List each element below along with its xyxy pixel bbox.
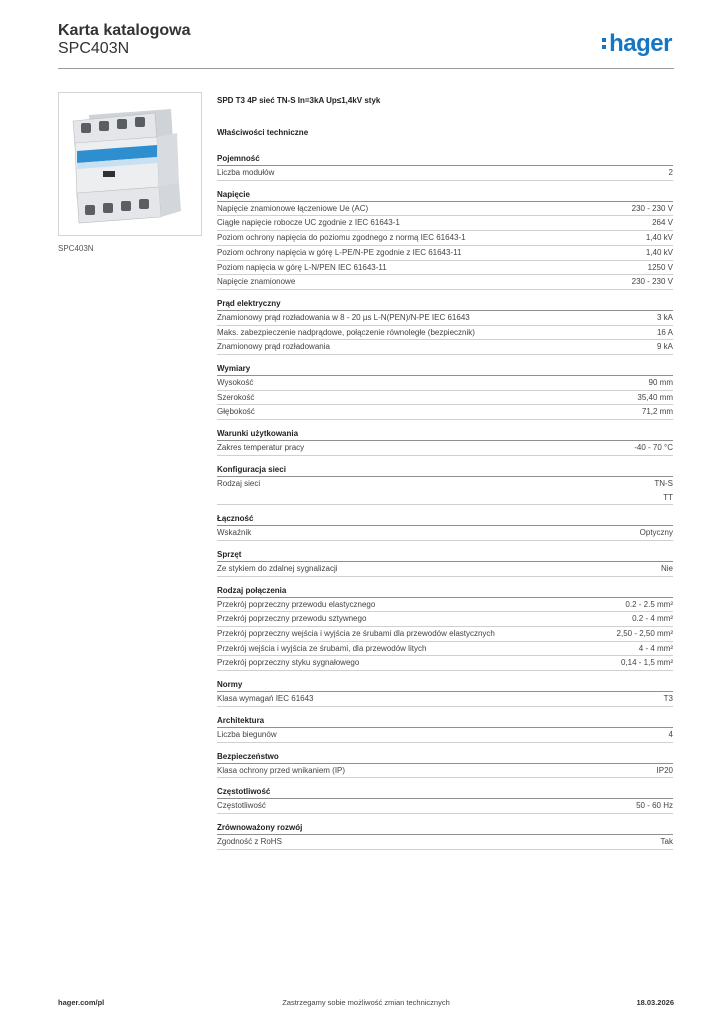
property-section: [217, 512, 673, 541]
section-title: Częstotliwość: [217, 785, 673, 799]
product-image: [58, 92, 202, 236]
property-label: Przekrój wejścia i wyjścia ze śrubami, dla przewodów litych: [217, 643, 427, 653]
property-label: Szerokość: [217, 392, 255, 402]
property-row: [217, 275, 673, 290]
property-value: 1,40 kV: [645, 247, 673, 257]
property-label: Znamionowy prąd rozładowania: [217, 342, 330, 352]
property-value: -40 - 70 °C: [634, 443, 673, 453]
property-value: 0.2 - 2.5 mm²: [625, 599, 673, 609]
section-title: Rodzaj połączenia: [217, 584, 673, 598]
property-row: [217, 166, 673, 181]
property-row: [217, 728, 673, 743]
section-title: Architektura: [217, 714, 673, 728]
property-value: Tak: [660, 836, 673, 846]
property-label: Przekrój poprzeczny styku sygnałowego: [217, 658, 360, 668]
property-value: 9 kA: [656, 342, 673, 352]
property-value: 35,40 mm: [637, 392, 673, 402]
product-code: SPC403N: [58, 40, 130, 57]
surge-protector-device-icon: [59, 93, 202, 236]
property-section: [217, 584, 673, 672]
property-value: Optyczny: [639, 528, 673, 538]
property-value: 1250 V: [647, 262, 673, 272]
property-section: [217, 548, 673, 577]
property-label: Ze stykiem do zdalnej sygnalizacji: [217, 563, 338, 573]
property-label: Maks. zabezpieczenie nadprądowe, połączenie równoległe (bezpiecznik): [217, 327, 475, 337]
property-row: [217, 692, 673, 707]
property-row: [217, 340, 673, 355]
property-row: [217, 231, 673, 246]
property-row: [217, 246, 673, 261]
property-label: Przekrój poprzeczny przewodu elastycznego: [217, 599, 376, 609]
property-row: [217, 405, 673, 420]
section-title: Sprzęt: [217, 548, 673, 562]
property-row: [217, 642, 673, 657]
hager-logo: [602, 30, 672, 58]
property-label: Przekrój poprzeczny przewodu sztywnego: [217, 614, 367, 624]
property-section: [217, 427, 673, 456]
property-value: 50 - 60 Hz: [636, 801, 673, 811]
section-title: Napięcie: [217, 188, 673, 202]
section-title: Bezpieczeństwo: [217, 750, 673, 764]
property-label: Częstotliwość: [217, 801, 266, 811]
property-label: Ciągłe napięcie robocze UC zgodnie z IEC 61643-1: [217, 218, 400, 228]
section-title: Prąd elektryczny: [217, 297, 673, 311]
property-section: [217, 714, 673, 743]
property-label: Poziom ochrony napięcia do poziomu zgodnego z normą IEC 61643-1: [217, 233, 466, 243]
footer-notice: Zastrzegamy sobie możliwość zmian technicznych: [282, 998, 450, 1007]
property-section: [217, 297, 673, 355]
logo-text: hager: [609, 30, 672, 57]
property-section: [217, 463, 673, 505]
property-value: 264 V: [652, 218, 673, 228]
property-value: T3: [663, 694, 673, 704]
section-title: Konfiguracja sieci: [217, 463, 673, 477]
property-row: [217, 376, 673, 391]
properties-heading: Właściwości techniczne: [217, 128, 309, 137]
property-label: Napięcie znamionowe łączeniowe Ue (AC): [217, 203, 369, 213]
property-value: 0,14 - 1,5 mm²: [620, 658, 673, 668]
section-title: Łączność: [217, 512, 673, 526]
property-label: Rodzaj sieci: [217, 478, 261, 488]
property-row: [217, 216, 673, 231]
product-description: SPD T3 4P sieć TN-S In=3kA Up≤1,4kV styk: [217, 96, 381, 105]
property-row: [217, 261, 673, 276]
property-value: 230 - 230 V: [631, 203, 673, 213]
property-value: 71,2 mm: [641, 407, 673, 417]
property-value: 2,50 - 2,50 mm²: [616, 629, 673, 639]
property-row: [217, 598, 673, 613]
image-caption: SPC403N: [58, 244, 94, 253]
property-row: [217, 799, 673, 814]
section-title: Wymiary: [217, 362, 673, 376]
property-label: Wskaźnik: [217, 528, 252, 538]
properties-sections: [217, 152, 673, 850]
property-section: [217, 362, 673, 420]
property-label: Klasa wymagań IEC 61643: [217, 694, 314, 704]
property-value: IP20: [656, 765, 673, 775]
property-value: 0.2 - 4 mm²: [632, 614, 673, 624]
property-row: [217, 656, 673, 671]
property-row: [217, 526, 673, 541]
property-value: 4: [668, 729, 673, 739]
property-row: [217, 326, 673, 341]
footer-date: 18.03.2026: [636, 998, 674, 1007]
property-label: Znamionowy prąd rozładowania w 8 - 20 µs L-N(PEN)/N-PE IEC 61643: [217, 312, 470, 322]
property-row: [217, 764, 673, 779]
property-value: 90 mm: [648, 378, 673, 388]
property-section: [217, 821, 673, 850]
property-value: 4 - 4 mm²: [638, 643, 673, 653]
property-row: [217, 835, 673, 850]
section-title: Warunki użytkowania: [217, 427, 673, 441]
property-label: Zgodność z RoHS: [217, 836, 282, 846]
property-section: [217, 152, 673, 181]
section-title: Normy: [217, 678, 673, 692]
property-row: [217, 627, 673, 642]
property-row: [217, 477, 673, 505]
property-label: Poziom ochrony napięcia w górę L-PE/N-PE zgodnie z IEC 61643-11: [217, 247, 462, 257]
property-label: Poziom napięcia w górę L-N/PEN IEC 61643-11: [217, 262, 387, 272]
logo-dots-icon: [602, 38, 607, 52]
property-section: [217, 678, 673, 707]
property-section: [217, 750, 673, 779]
property-row: [217, 391, 673, 406]
property-label: Liczba biegunów: [217, 729, 277, 739]
section-title: Pojemność: [217, 152, 673, 166]
property-value: Nie: [660, 563, 673, 573]
property-value: 1,40 kV: [645, 233, 673, 243]
property-label: Głębokość: [217, 407, 255, 417]
property-label: Przekrój poprzeczny wejścia i wyjścia ze śrubami dla przewodów elastycznych: [217, 629, 495, 639]
property-label: Zakres temperatur pracy: [217, 443, 305, 453]
document-title: Karta katalogowa: [58, 22, 191, 39]
property-row: [217, 612, 673, 627]
property-row: [217, 441, 673, 456]
property-value: 2: [668, 168, 673, 177]
property-row: [217, 202, 673, 217]
property-label: Liczba modułów: [217, 168, 275, 177]
property-label: Napięcie znamionowe: [217, 277, 296, 287]
property-value: 3 kA: [656, 312, 673, 322]
property-value: 16 A: [656, 327, 673, 337]
page-header: [58, 22, 674, 68]
section-title: Zrównoważony rozwój: [217, 821, 673, 835]
property-label: Klasa ochrony przed wnikaniem (IP): [217, 765, 346, 775]
property-section: [217, 188, 673, 290]
header-divider: [58, 68, 674, 69]
property-value: TN-S TT: [654, 478, 673, 502]
footer-website: hager.com/pl: [58, 998, 105, 1007]
technical-content: [217, 96, 673, 857]
property-value: 230 - 230 V: [631, 277, 673, 287]
property-row: [217, 311, 673, 326]
property-label: Wysokość: [217, 378, 254, 388]
property-section: [217, 785, 673, 814]
property-row: [217, 562, 673, 577]
